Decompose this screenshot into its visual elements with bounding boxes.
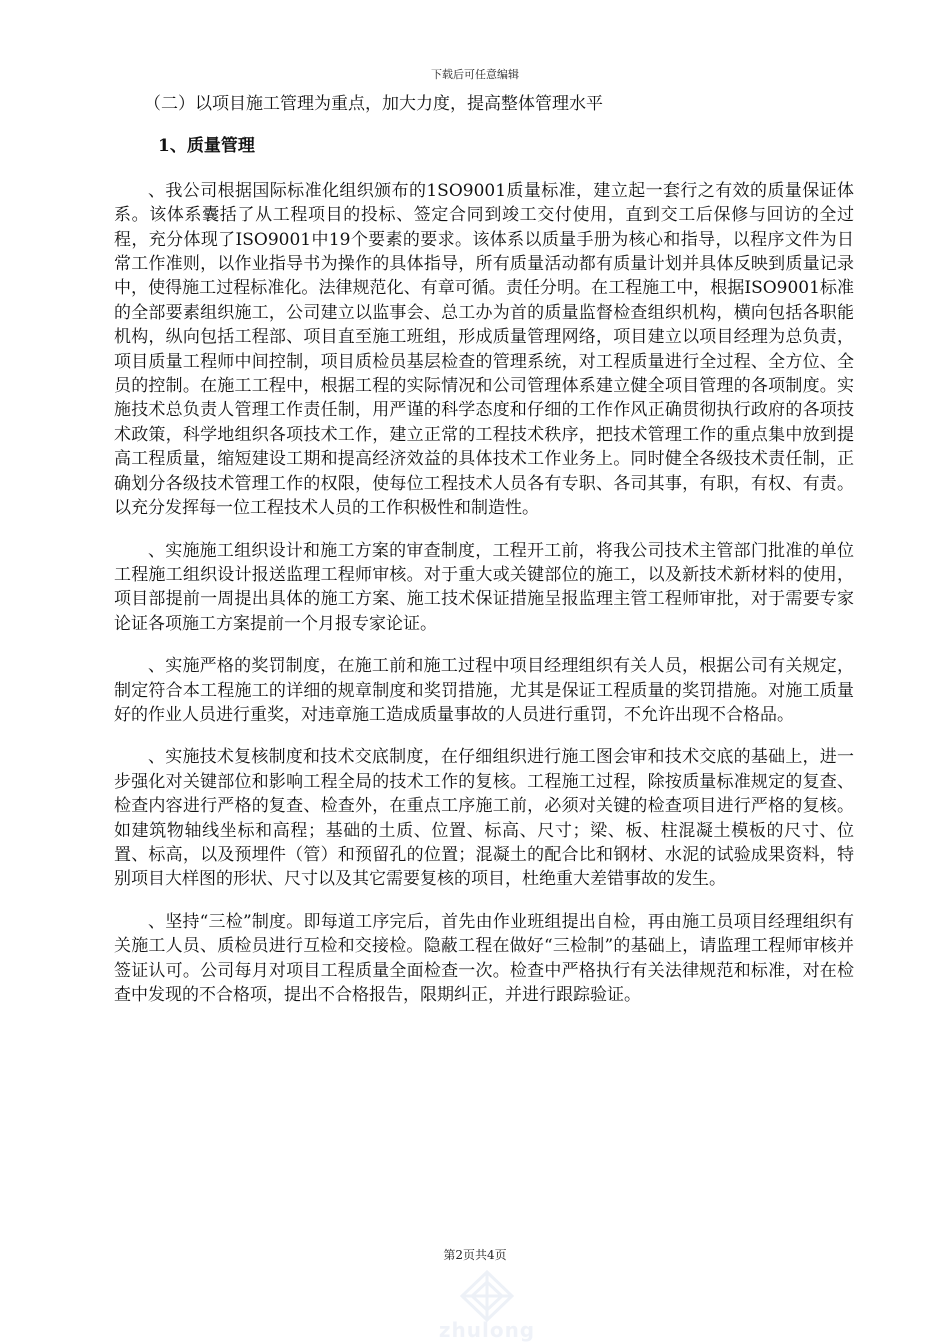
paragraph-technical-review: 、实施技术复核制度和技术交底制度，在仔细组织进行施工图会审和技术交底的基础上，进一步强化对关键部位和影响工程全局的技术工作的复核。工程施工过程，除按质量标准规定的复查、检查内容进行严格的复查、检查外，在重点工序施工前，必须对关键的检查项目进行严格的复核。如建筑物轴线坐标和高程；基础的土质、位置、标高、尺寸；梁、板、柱混凝土模板的尺寸、位置、标高，以及预埋件（管）和预留孔的位置；混凝土的配合比和钢材、水泥的试验成果资料，特别项目大样图的形状、尺寸以及其它需要复核的项目，杜绝重大差错事故的发生。 [114, 747, 854, 890]
paragraph-reward-penalty: 、实施严格的奖罚制度，在施工前和施工过程中项目经理组织有关人员，根据公司有关规定，制定符合本工程施工的详细的规章制度和奖罚措施，尤其是保证工程质量的奖罚措施。对施工质量好的作业人员进行重奖，对违章施工造成质量事故的人员进行重罚，不允许出现不合格品。 [114, 656, 854, 725]
paragraph-design-review: 、实施施工组织设计和施工方案的审查制度，工程开工前，将我公司技术主管部门批准的单位工程施工组织设计报送监理工程师审核。对于重大或关键部位的施工，以及新技术新材料的使用，项目部提前一周提出具体的施工方案、施工技术保证措施呈报监理主管工程师审批，对于需要专家论证各项施工方案提前一个月报专家论证。 [114, 540, 854, 634]
watermark-text: zhulong [438, 1318, 536, 1342]
paragraph-quality-system: 、我公司根据国际标准化组织颁布的1SO9001质量标准，建立起一套行之有效的质量保证体系。该体系囊括了从工程项目的投标、签定合同到竣工交付使用，直到交工后保修与回访的全过程，充分体现了ISO9001中19个要素的要求。该体系以质量手册为核心和指导，以程序文件为日常工作准则，以作业指导书为操作的具体指导，所有质量活动都有质量计划并具体反映到质量记录中，使得施工过程标准化。法律规范化、有章可循。责任分明。在工程施工中，根据ISO9001标准的全部要素组织施工，公司建立以监事会、总工办为首的质量监督检查组织机构，横向包括各职能机构，纵向包括工程部、项目直至施工班组，形成质量管理网络，项目建立以项目经理为总负责，项目质量工程师中间控制，项目质检员基层检查的管理系统，对工程质量进行全过程、全方位、全员的控制。在施工工程中，根据工程的实际情况和公司管理体系建立健全项目管理的各项制度。实施技术总负责人管理工作责任制，用严谨的科学态度和仔细的工作作风正确贯彻执行政府的各项技术政策，科学地组织各项技术工作，建立正常的工程技术秩序，把技术管理工作的重点集中放到提高工程质量，缩短建设工期和提高经济效益的具体技术工作业务上。同时健全各级技术责任制，正确划分各级技术管理工作的权限，使每位工程技术人员各有专职、各司其事，有职，有权、有责。以充分发挥每一位工程技术人员的工作积极性和制造性。 [114, 180, 854, 519]
watermark-logo [432, 1268, 542, 1344]
page-number: 第2页共4页 [443, 1248, 507, 1262]
paragraph-three-inspections: 、坚持“三检”制度。即每道工序完后，首先由作业班组提出自检，再由施工员项目经理组织有关施工人员、质检员进行互检和交接检。隐蔽工程在做好“三检制”的基础上，请监理工程师审核并签证认可。公司每月对项目工程质量全面检查一次。检查中严格执行有关法律规范和标准，对在检查中发现的不合格项，提出不合格报告，限期纠正，并进行跟踪验证。 [114, 911, 854, 1005]
section-heading: （二）以项目施工管理为重点，加大力度，提高整体管理水平 [144, 94, 603, 114]
watermark-emblem-icon [432, 1268, 542, 1324]
header-note: 下载后可任意编辑 [431, 68, 519, 81]
document-body [114, 92, 854, 1007]
subheading-quality-management: 1、质量管理 [158, 136, 255, 157]
